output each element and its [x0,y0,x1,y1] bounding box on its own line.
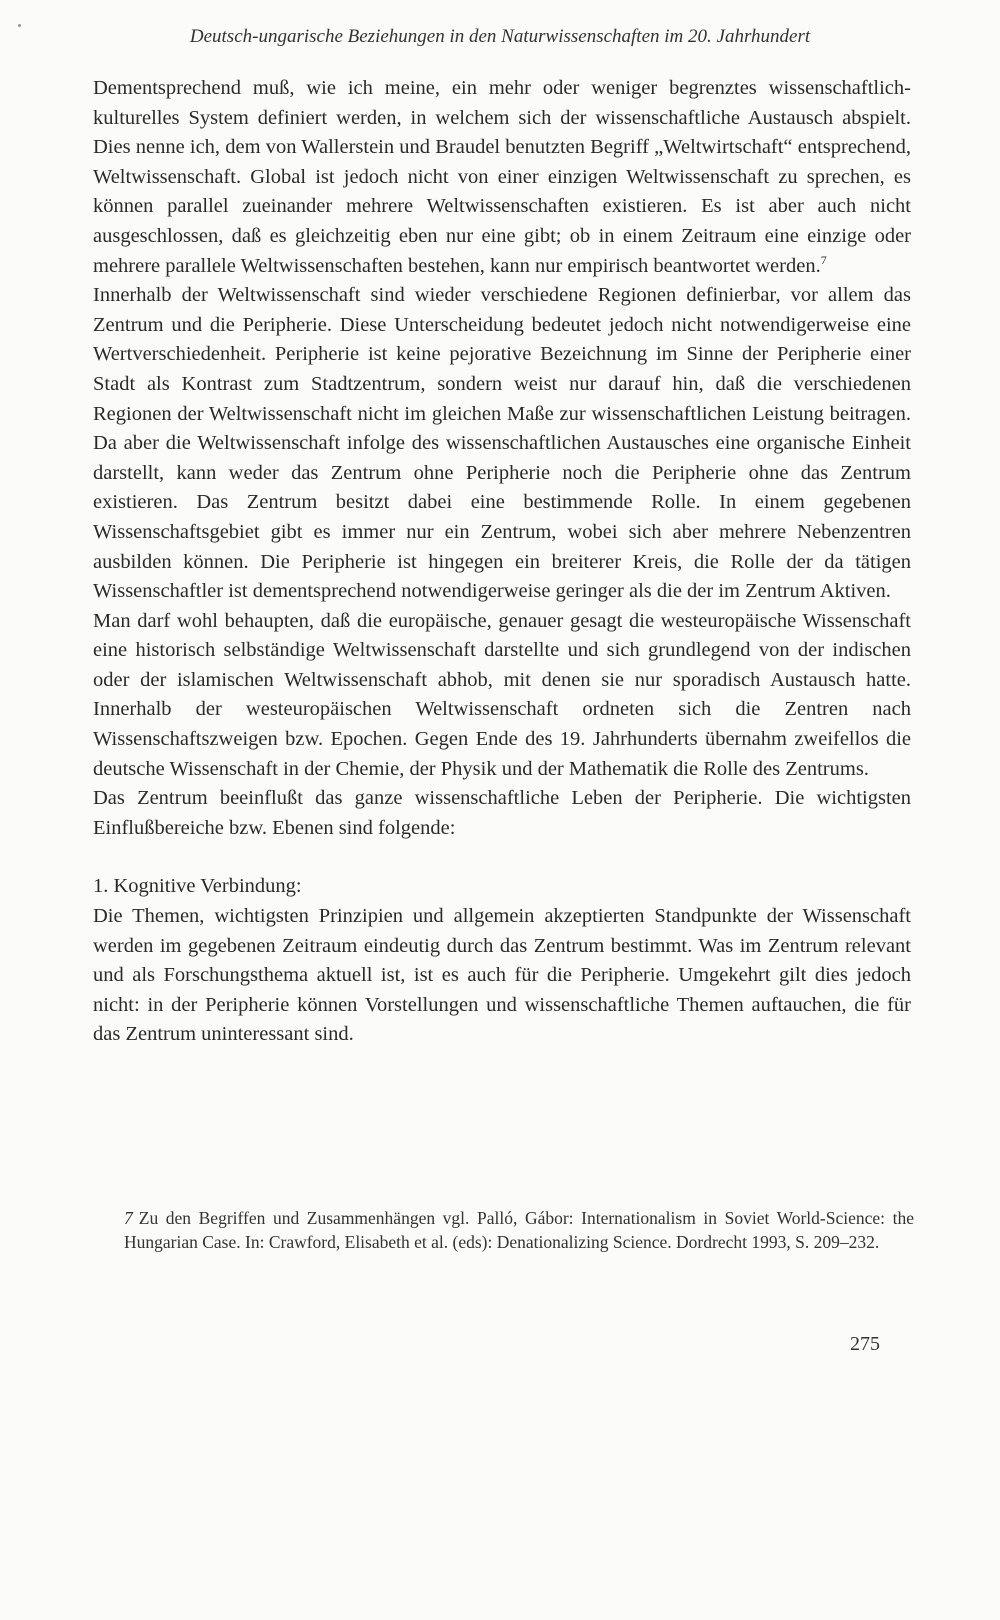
section-spacer [93,843,911,872]
page-number: 275 [850,1333,880,1355]
footnote-text: Zu den Begriffen und Zusammenhängen vgl. Palló, Gábor: Internationalism in Soviet World-Science: the Hungarian Case. In: Crawford, Elisabeth et al. (eds): Denationalizing Science. Dordrecht 1993, S. 209–232. [124,1208,914,1252]
footnote [124,1206,914,1254]
running-head: Deutsch-ungarische Beziehungen in den Naturwissenschaften im 20. Jahrhundert [189,26,811,47]
paragraph-5: Die Themen, wichtigsten Prinzipien und allgemein akzeptierten Standpunkte der Wissenschaft werden im gegebenen Zeitraum eindeutig durch das Zentrum bestimmt. Was im Zentrum relevant und als Forschungsthema aktuell ist, ist es auch für die Peripherie. Umgekehrt gilt dies jedoch nicht: in der Peripherie können Vorstellungen und wissenschaftliche Themen auftauchen, die für das Zentrum uninteressant sind. [93,905,911,1046]
paragraph-1-text: Dementsprechend muß, wie ich meine, ein mehr oder weniger begrenztes wissenschaftlich-kulturelles System definiert werden, in welchem sich der wissenschaftliche Austausch abspielt. Dies nenne ich, dem von Wallerstein und Braudel benutzten Begriff „Weltwirtschaft“ entsprechend, Weltwissenschaft. Global ist jedoch nicht von einer einzigen Weltwissenschaft zu sprechen, es können parallel zueinander mehrere Weltwissenschaften existieren. Es ist aber auch nicht ausgeschlossen, daß es gleichzeitig eben nur eine gibt; ob in einem Zeitraum eine einzige oder mehrere parallele Weltwissenschaften bestehen, kann nur empirisch beantwortet werden. [93,77,911,277]
section-heading: 1. Kognitive Verbindung: [93,875,302,898]
paragraph-1 [93,74,911,281]
paragraph-4: Das Zentrum beeinflußt das ganze wissenschaftliche Leben der Peripherie. Die wichtigsten Einflußbereiche bzw. Ebenen sind folgende: [93,787,911,839]
main-text [93,74,911,1050]
paragraph-3: Man darf wohl behaupten, daß die europäische, genauer gesagt die westeuropäische Wissenschaft eine historisch selbständige Weltwissenschaft darstellte und sich grundlegend von der indischen oder der islamischen Weltwissenschaft abhob, mit denen sie nur sporadisch Austausch hatte. Innerhalb der westeuropäischen Weltwissenschaft ordneten sich die Zentren nach Wissenschaftszweigen bzw. Epochen. Gegen Ende des 19. Jahrhunderts übernahm zweifellos die deutsche Wissenschaft in der Chemie, der Physik und der Mathematik die Rolle des Zentrums. [93,609,911,780]
paragraph-2: Innerhalb der Weltwissenschaft sind wieder verschiedene Regionen definierbar, vor allem das Zentrum und die Peripherie. Diese Unterscheidung bedeutet jedoch nicht notwendigerweise eine Wertverschiedenheit. Peripherie ist keine pejorative Bezeichnung im Sinne der Peripherie einer Stadt als Kontrast zum Stadtzentrum, sondern weist nur darauf hin, daß die verschiedenen Regionen der Weltwissenschaft nicht im gleichen Maße zur wissenschaftlichen Leistung beitragen. Da aber die Weltwissenschaft infolge des wissenschaftlichen Austausches eine organische Einheit darstellt, kann weder das Zentrum ohne Peripherie noch die Peripherie ohne das Zentrum existieren. Das Zentrum besitzt dabei eine bestimmende Rolle. In einem gegebenen Wissenschaftsgebiet gibt es immer nur ein Zentrum, wobei sich aber mehrere Nebenzentren ausbilden können. Die Peripherie ist hingegen ein breiterer Kreis, die Rolle der da tätigen Wissenschaftler ist dementsprechend notwendigerweise geringer als die der im Zentrum Aktiven. [93,284,911,603]
footnote-mark: 7 [124,1208,133,1228]
footnote-reference[interactable]: 7 [820,252,827,267]
